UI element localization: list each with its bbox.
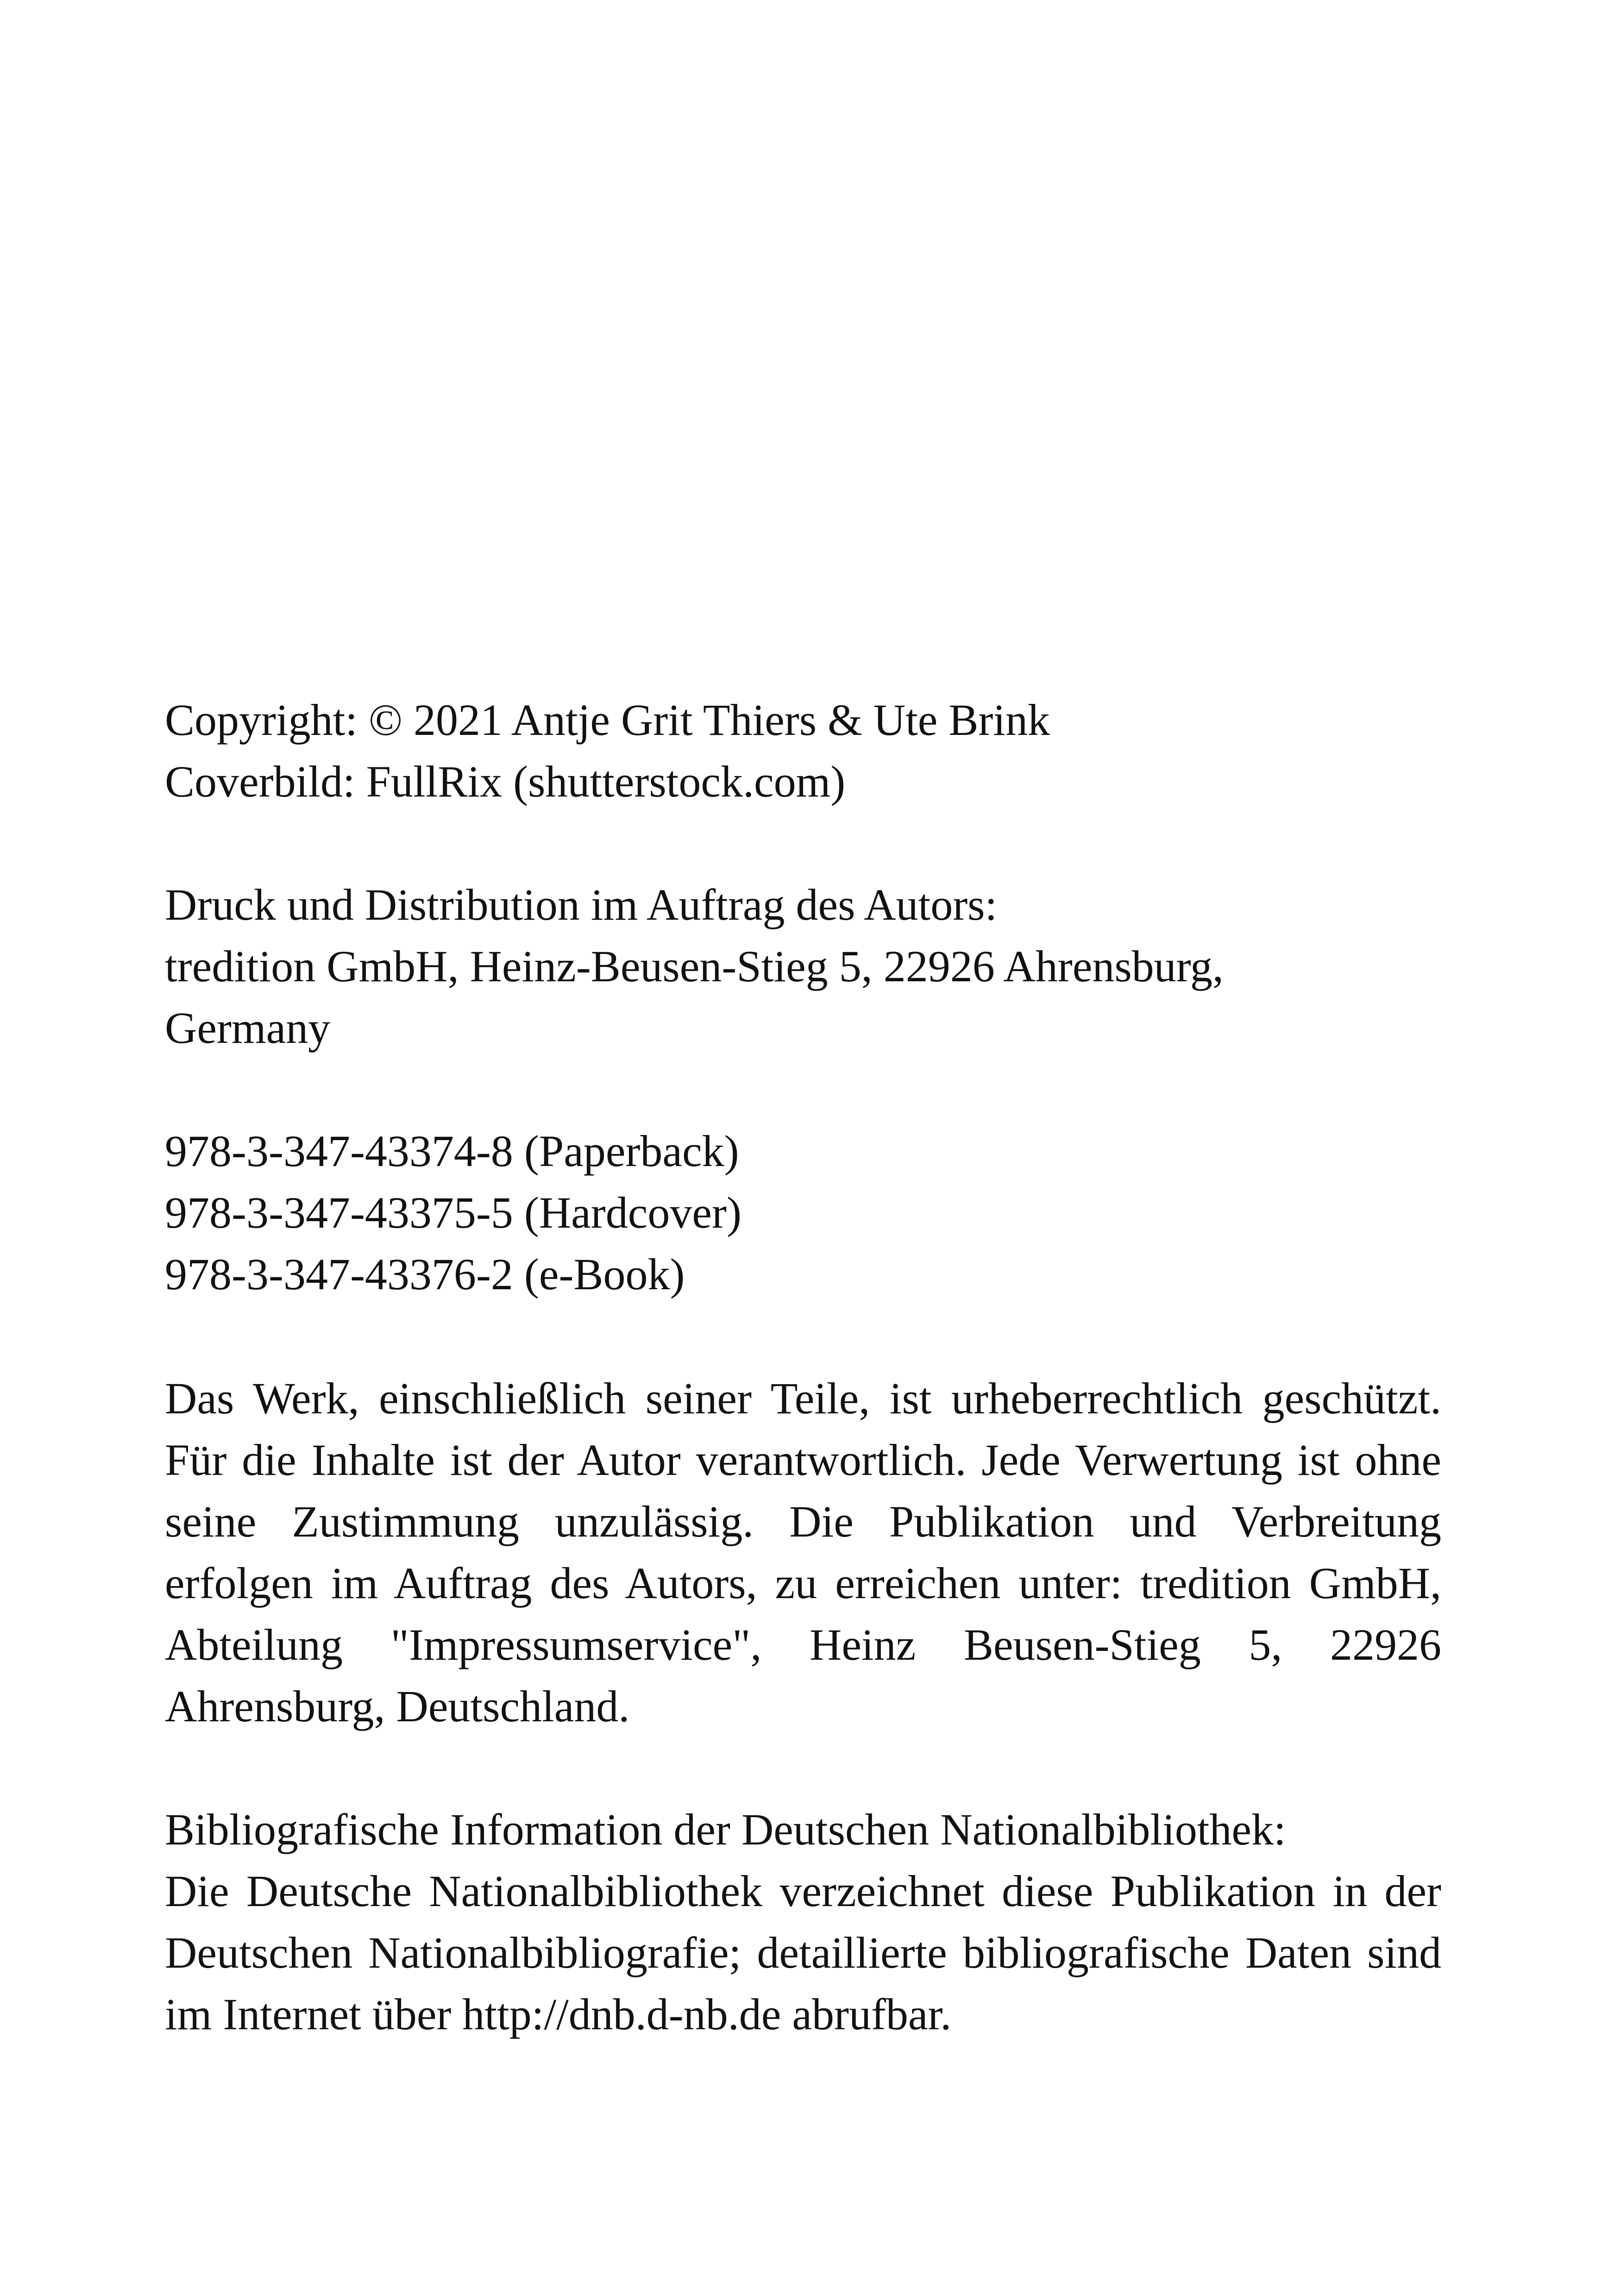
cover-image-credit: Coverbild: FullRix (shutterstock.com)	[165, 757, 846, 806]
isbn-ebook: 978-3-347-43376-2 (e-Book)	[165, 1249, 685, 1299]
bibliographic-block	[165, 1799, 1441, 2045]
copyright-block	[165, 689, 1441, 812]
publisher-country: Germany	[165, 1003, 331, 1053]
distribution-label: Druck und Distribution im Auftrag des Autors:	[165, 880, 998, 929]
bibliographic-text: Die Deutsche Nationalbibliothek verzeichnet diese Publikation in der Deutschen Nationalbibliografie; detaillierte bibliografische Daten sind im Internet über http://dnb.d-nb.de abrufbar.	[165, 1866, 1441, 2039]
bibliographic-heading: Bibliografische Information der Deutschen Nationalbibliothek:	[165, 1805, 1286, 1854]
isbn-paperback: 978-3-347-43374-8 (Paperback)	[165, 1126, 739, 1176]
distribution-block	[165, 874, 1441, 1059]
isbn-hardcover: 978-3-347-43375-5 (Hardcover)	[165, 1188, 741, 1237]
copyright-line: Copyright: © 2021 Antje Grit Thiers & Ute Brink	[165, 695, 1050, 745]
legal-notice: Das Werk, einschließlich seiner Teile, ist urheberrechtlich geschützt. Für die Inhalte ist der Autor verantwortlich. Jede Verwertung ist ohne seine Zustimmung unzulässig. Die Publikation und Verbreitung erfolgen im Auftrag des Autors, zu erreichen unter: tredition GmbH, Abteilung "Impressumservice", Heinz Beusen-Stieg 5, 22926 Ahrensburg, Deutschland.	[165, 1374, 1441, 1731]
publisher-address-line: tredition GmbH, Heinz-Beusen-Stieg 5, 22926 Ahrensburg,	[165, 941, 1224, 991]
isbn-list	[165, 1120, 1441, 1305]
imprint-content	[165, 689, 1441, 2045]
